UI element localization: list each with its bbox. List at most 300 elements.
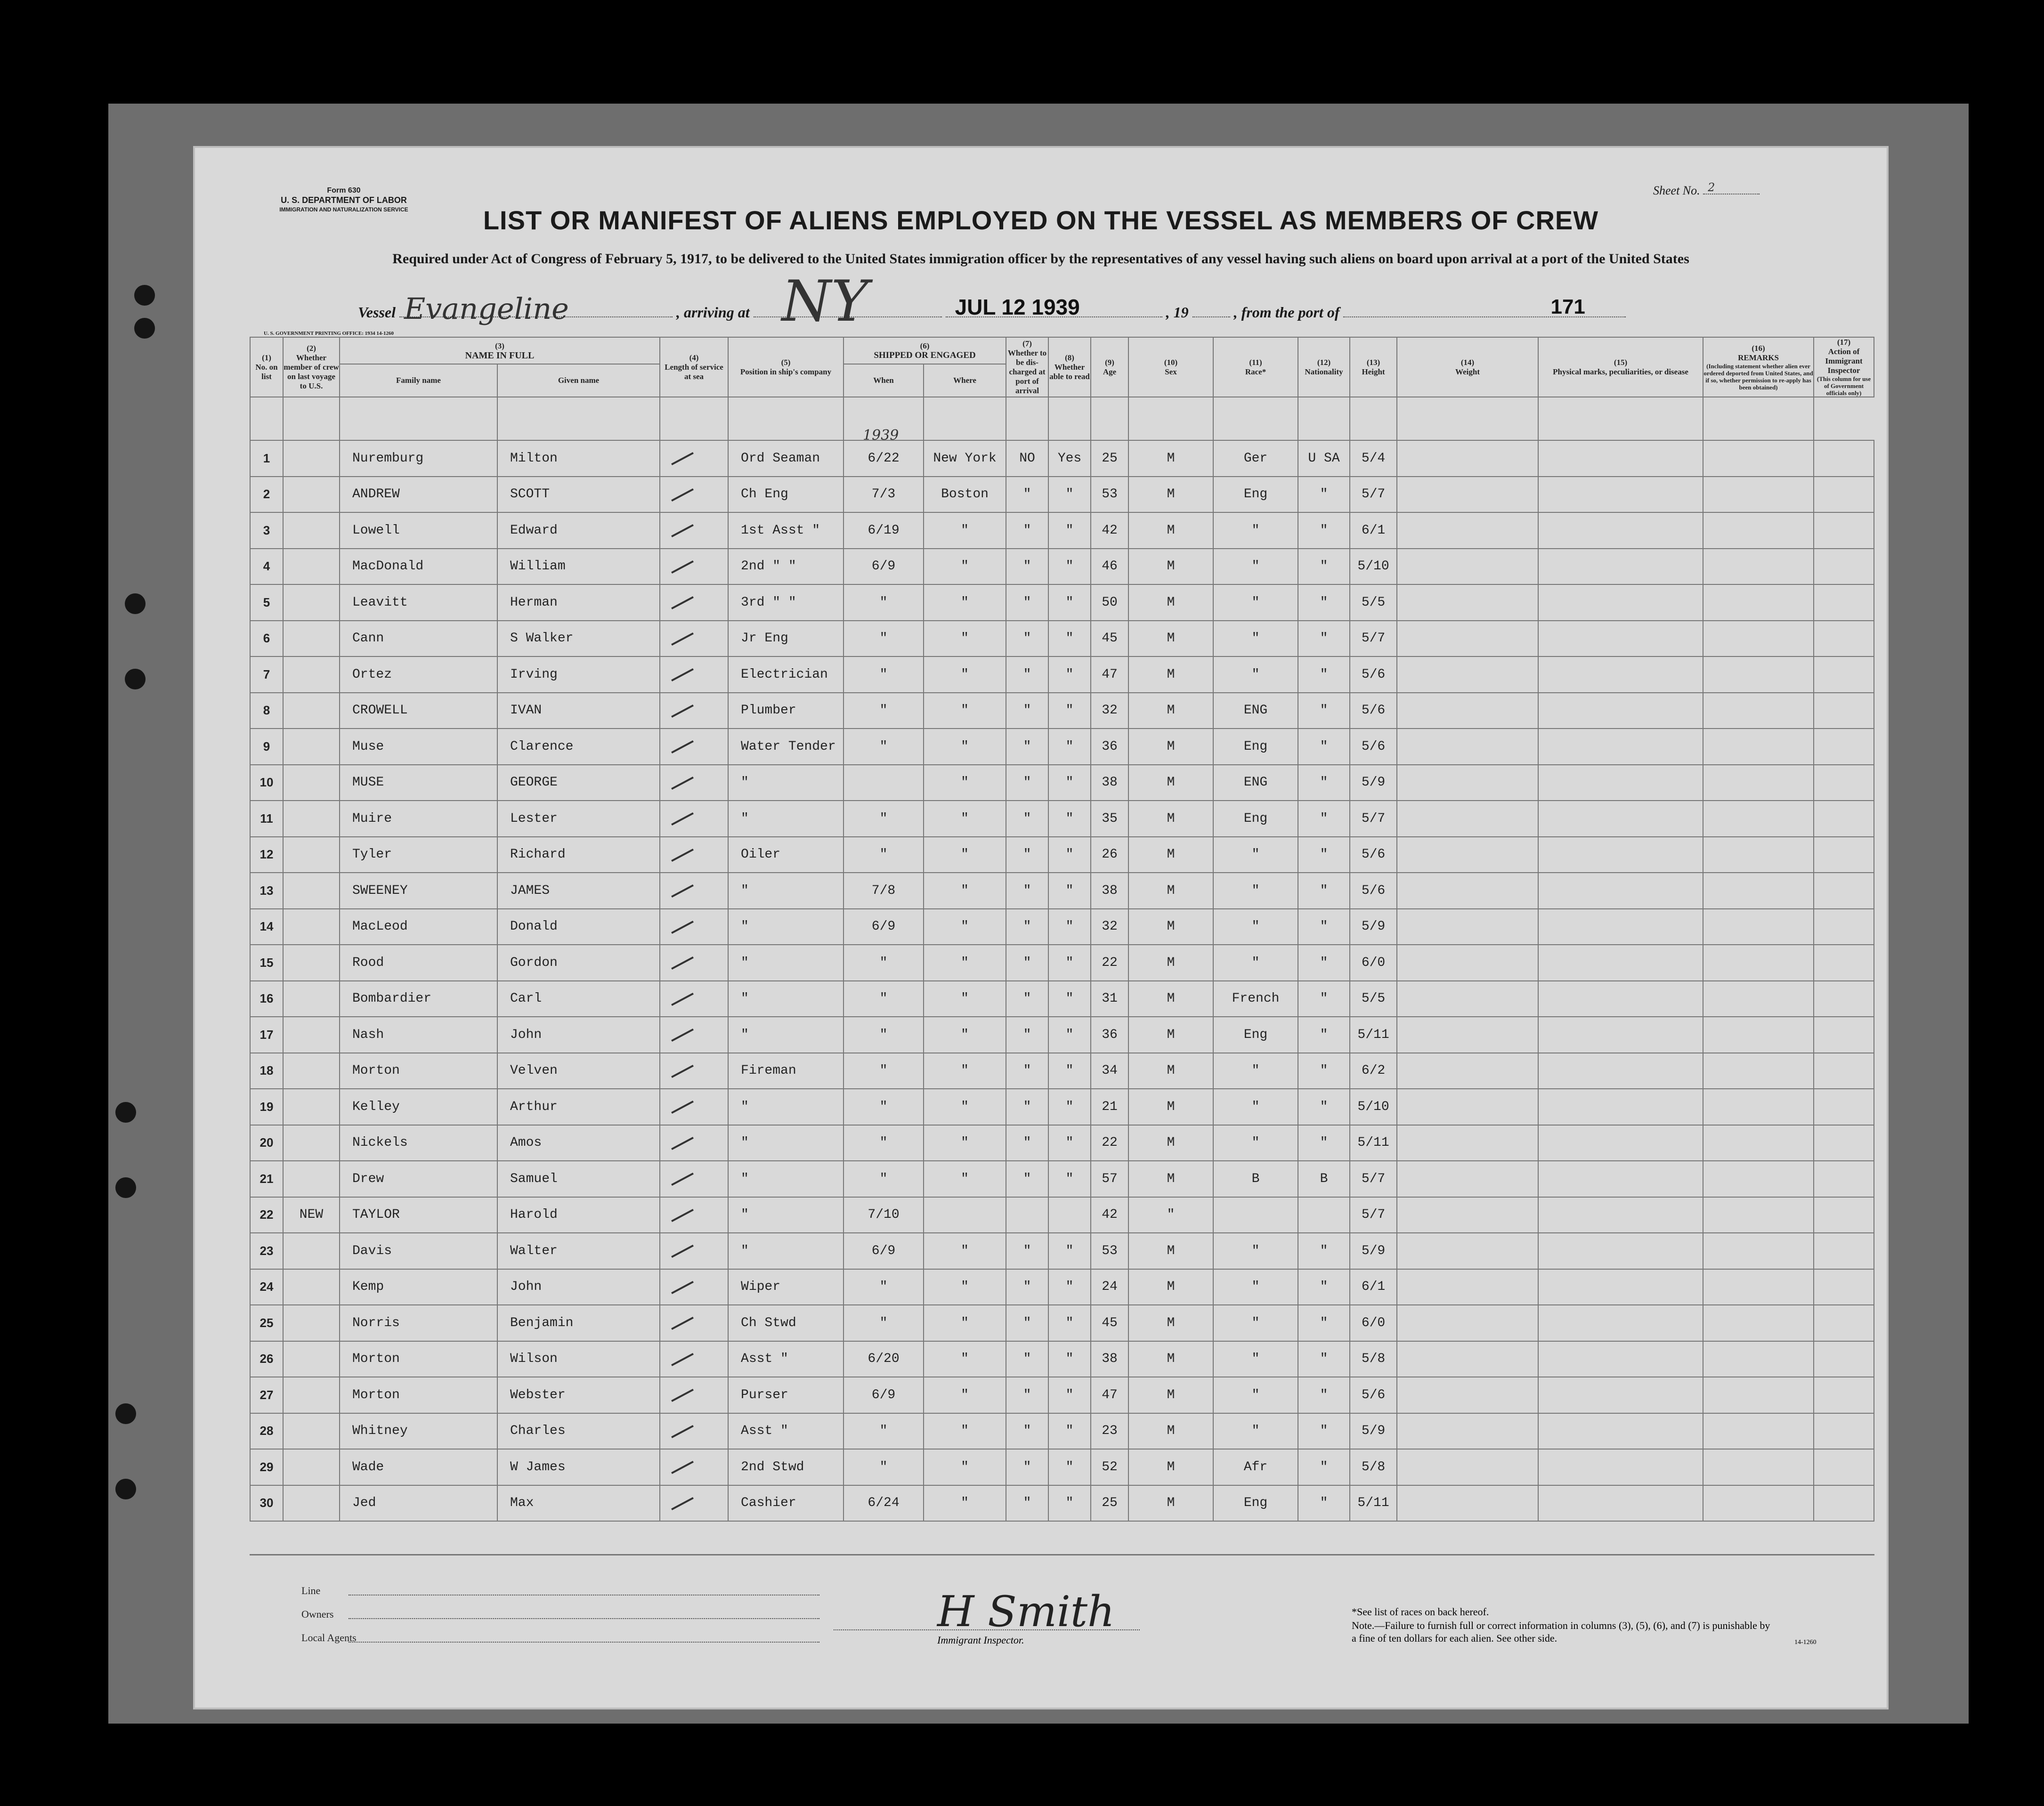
- where-cell: New York: [924, 440, 1006, 477]
- service-cell: [660, 1305, 728, 1341]
- nationality-cell: ": [1298, 1449, 1350, 1485]
- discharged-cell: ": [1006, 801, 1048, 837]
- age-cell: 31: [1091, 981, 1128, 1017]
- vessel-label: Vessel: [358, 304, 396, 321]
- last-voyage-cell: NEW: [283, 1197, 340, 1233]
- read-cell: ": [1048, 549, 1091, 585]
- given-name-cell: Edward: [497, 512, 660, 549]
- race-cell: ": [1213, 656, 1298, 693]
- where-cell: ": [924, 656, 1006, 693]
- weight-cell: [1397, 1377, 1538, 1413]
- service-cell: [660, 981, 728, 1017]
- remarks-cell: [1703, 945, 1814, 981]
- service-cell: [660, 945, 728, 981]
- last-voyage-cell: [283, 981, 340, 1017]
- discharged-cell: ": [1006, 909, 1048, 945]
- age-cell: 22: [1091, 1125, 1128, 1161]
- age-cell: 35: [1091, 801, 1128, 837]
- tick-mark: [671, 705, 694, 718]
- weight-cell: [1397, 440, 1538, 477]
- last-voyage-cell: [283, 801, 340, 837]
- service-cell: [660, 440, 728, 477]
- height-cell: 5/7: [1350, 801, 1397, 837]
- printer-note: U. S. GOVERNMENT PRINTING OFFICE: 1934 14-1260: [264, 331, 394, 336]
- physical-marks-cell: [1538, 584, 1703, 621]
- last-voyage-cell: [283, 1125, 340, 1161]
- weight-cell: [1397, 1233, 1538, 1269]
- remarks-cell: [1703, 981, 1814, 1017]
- when-cell: ": [844, 729, 924, 765]
- read-cell: Yes: [1048, 440, 1091, 477]
- inspector-action-cell: [1814, 1341, 1874, 1377]
- read-cell: ": [1048, 656, 1091, 693]
- nationality-cell: ": [1298, 837, 1350, 873]
- table-row: [250, 945, 1874, 981]
- weight-cell: [1397, 837, 1538, 873]
- when-cell: ": [844, 1125, 924, 1161]
- remarks-cell: [1703, 1413, 1814, 1450]
- sex-cell: ": [1128, 1197, 1213, 1233]
- position-cell: ": [728, 1161, 844, 1197]
- height-cell: 5/10: [1350, 549, 1397, 585]
- tick-mark: [671, 884, 694, 898]
- family-name-cell: Tyler: [340, 837, 497, 873]
- tick-mark: [671, 1317, 694, 1330]
- nationality-cell: ": [1298, 765, 1350, 801]
- table-row: [250, 693, 1874, 729]
- age-cell: 21: [1091, 1089, 1128, 1125]
- service-cell: [660, 801, 728, 837]
- weight-cell: [1397, 621, 1538, 657]
- where-cell: ": [924, 1377, 1006, 1413]
- inspector-action-cell: [1814, 801, 1874, 837]
- service: IMMIGRATION AND NATURALIZATION SERVICE: [279, 206, 408, 213]
- physical-marks-cell: [1538, 945, 1703, 981]
- position-cell: ": [728, 801, 844, 837]
- physical-marks-cell: [1538, 873, 1703, 909]
- manifest-sheet: [193, 146, 1889, 1709]
- inspector-action-cell: [1814, 621, 1874, 657]
- discharged-cell: ": [1006, 1053, 1048, 1089]
- row-number: 16: [250, 981, 283, 1017]
- nationality-cell: ": [1298, 1377, 1350, 1413]
- race-cell: ": [1213, 621, 1298, 657]
- when-cell: ": [844, 801, 924, 837]
- position-cell: Wiper: [728, 1269, 844, 1305]
- service-cell: [660, 909, 728, 945]
- height-cell: 5/7: [1350, 621, 1397, 657]
- sex-cell: M: [1128, 945, 1213, 981]
- position-cell: Purser: [728, 1377, 844, 1413]
- nationality-cell: ": [1298, 549, 1350, 585]
- from-port-dots: [1343, 295, 1626, 318]
- discharged-cell: ": [1006, 729, 1048, 765]
- weight-cell: [1397, 873, 1538, 909]
- binder-hole: [134, 285, 155, 306]
- discharged-cell: ": [1006, 693, 1048, 729]
- position-cell: ": [728, 873, 844, 909]
- form-number: Form 630: [327, 186, 361, 194]
- binder-hole: [115, 1177, 136, 1198]
- where-cell: ": [924, 1233, 1006, 1269]
- age-cell: 42: [1091, 1197, 1128, 1233]
- discharged-cell: ": [1006, 477, 1048, 513]
- row-number: 22: [250, 1197, 283, 1233]
- last-voyage-cell: [283, 477, 340, 513]
- physical-marks-cell: [1538, 765, 1703, 801]
- service-cell: [660, 1233, 728, 1269]
- last-voyage-cell: [283, 693, 340, 729]
- page-subtitle: Required under Act of Congress of February 5, 1917, to be delivered to the United States immigration officer by the representatives of any vessel having such aliens on board upon arrival at a port of the United States: [392, 251, 1689, 267]
- weight-cell: [1397, 909, 1538, 945]
- position-cell: ": [728, 909, 844, 945]
- physical-marks-cell: [1538, 837, 1703, 873]
- last-voyage-cell: [283, 512, 340, 549]
- inspector-action-cell: [1814, 1125, 1874, 1161]
- table-row: [250, 729, 1874, 765]
- given-name-cell: JAMES: [497, 873, 660, 909]
- inspector-action-cell: [1814, 1305, 1874, 1341]
- inspector-action-cell: [1814, 1233, 1874, 1269]
- when-cell: 6/20: [844, 1341, 924, 1377]
- sex-cell: M: [1128, 837, 1213, 873]
- where-cell: ": [924, 765, 1006, 801]
- table-row: [250, 440, 1874, 477]
- height-cell: 5/6: [1350, 837, 1397, 873]
- last-voyage-cell: [283, 1269, 340, 1305]
- weight-cell: [1397, 945, 1538, 981]
- row-number: 20: [250, 1125, 283, 1161]
- sex-cell: M: [1128, 1233, 1213, 1269]
- position-cell: Cashier: [728, 1485, 844, 1522]
- where-cell: ": [924, 1017, 1006, 1053]
- inspector-action-cell: [1814, 909, 1874, 945]
- nationality-cell: ": [1298, 621, 1350, 657]
- remarks-cell: [1703, 801, 1814, 837]
- nationality-cell: ": [1298, 1413, 1350, 1450]
- race-cell: B: [1213, 1161, 1298, 1197]
- family-name-cell: Jed: [340, 1485, 497, 1522]
- service-cell: [660, 1377, 728, 1413]
- signature-line: [834, 1629, 1140, 1630]
- given-name-cell: Max: [497, 1485, 660, 1522]
- weight-cell: [1397, 477, 1538, 513]
- remarks-cell: [1703, 873, 1814, 909]
- given-name-cell: Webster: [497, 1377, 660, 1413]
- physical-marks-cell: [1538, 1377, 1703, 1413]
- tick-mark: [671, 1101, 694, 1114]
- where-cell: ": [924, 1449, 1006, 1485]
- table-row: [250, 1197, 1874, 1233]
- weight-cell: [1397, 981, 1538, 1017]
- last-voyage-cell: [283, 1233, 340, 1269]
- table-row: [250, 801, 1874, 837]
- sex-cell: M: [1128, 981, 1213, 1017]
- read-cell: [1048, 1197, 1091, 1233]
- family-name-cell: Davis: [340, 1233, 497, 1269]
- col-race: (11) Race*: [1213, 337, 1298, 397]
- service-cell: [660, 1341, 728, 1377]
- service-cell: [660, 1017, 728, 1053]
- col-number: (1) No. on list: [250, 337, 283, 397]
- age-cell: 47: [1091, 656, 1128, 693]
- nationality-cell: ": [1298, 584, 1350, 621]
- position-cell: ": [728, 1017, 844, 1053]
- when-cell: 6/9: [844, 1233, 924, 1269]
- discharged-cell: ": [1006, 1341, 1048, 1377]
- height-cell: 5/9: [1350, 1413, 1397, 1450]
- discharged-cell: ": [1006, 1377, 1048, 1413]
- physical-marks-cell: [1538, 512, 1703, 549]
- physical-marks-cell: [1538, 693, 1703, 729]
- where-cell: ": [924, 945, 1006, 981]
- tick-mark: [671, 596, 694, 609]
- race-cell: Eng: [1213, 729, 1298, 765]
- physical-marks-cell: [1538, 1449, 1703, 1485]
- binder-hole: [134, 318, 155, 339]
- physical-marks-cell: [1538, 1305, 1703, 1341]
- service-cell: [660, 1269, 728, 1305]
- given-name-cell: John: [497, 1269, 660, 1305]
- col-shipped: (6) SHIPPED OR ENGAGED: [844, 337, 1006, 364]
- col-nationality: (12) Nationality: [1298, 337, 1350, 397]
- nationality-cell: ": [1298, 909, 1350, 945]
- read-cell: ": [1048, 1413, 1091, 1450]
- sex-cell: M: [1128, 477, 1213, 513]
- remarks-cell: [1703, 1341, 1814, 1377]
- when-cell: 6/24: [844, 1485, 924, 1522]
- table-row: [250, 837, 1874, 873]
- inspector-action-cell: [1814, 1269, 1874, 1305]
- age-cell: 45: [1091, 1305, 1128, 1341]
- last-voyage-cell: [283, 1161, 340, 1197]
- position-cell: ": [728, 1233, 844, 1269]
- read-cell: ": [1048, 981, 1091, 1017]
- nationality-cell: ": [1298, 1017, 1350, 1053]
- read-cell: ": [1048, 1305, 1091, 1341]
- inspector-action-cell: [1814, 1089, 1874, 1125]
- read-cell: ": [1048, 1377, 1091, 1413]
- sex-cell: M: [1128, 1341, 1213, 1377]
- inspector-action-cell: [1814, 1485, 1874, 1522]
- nationality-cell: ": [1298, 477, 1350, 513]
- tick-mark: [671, 488, 694, 502]
- weight-cell: [1397, 1269, 1538, 1305]
- read-cell: ": [1048, 1485, 1091, 1522]
- row-number: 9: [250, 729, 283, 765]
- height-cell: 5/11: [1350, 1485, 1397, 1522]
- age-cell: 53: [1091, 1233, 1128, 1269]
- discharged-cell: ": [1006, 1413, 1048, 1450]
- service-cell: [660, 1197, 728, 1233]
- family-name-cell: Morton: [340, 1377, 497, 1413]
- race-cell: ": [1213, 549, 1298, 585]
- age-cell: 46: [1091, 549, 1128, 585]
- read-cell: ": [1048, 512, 1091, 549]
- row-number: 25: [250, 1305, 283, 1341]
- discharged-cell: ": [1006, 1161, 1048, 1197]
- weight-cell: [1397, 693, 1538, 729]
- when-cell: ": [844, 945, 924, 981]
- given-name-cell: SCOTT: [497, 477, 660, 513]
- age-cell: 32: [1091, 909, 1128, 945]
- date-dots: [946, 295, 1162, 319]
- inspector-action-cell: [1814, 477, 1874, 513]
- read-cell: ": [1048, 801, 1091, 837]
- table-row: [250, 1089, 1874, 1125]
- row-number: 7: [250, 656, 283, 693]
- service-cell: [660, 765, 728, 801]
- given-name-cell: Walter: [497, 1233, 660, 1269]
- family-name-cell: MacLeod: [340, 909, 497, 945]
- last-voyage-cell: [283, 729, 340, 765]
- race-cell: ": [1213, 512, 1298, 549]
- arriving-port: NY: [781, 269, 868, 334]
- remarks-cell: [1703, 477, 1814, 513]
- physical-marks-cell: [1538, 1269, 1703, 1305]
- weight-cell: [1397, 656, 1538, 693]
- col-service: (4) Length of service at sea: [660, 337, 728, 397]
- discharged-cell: ": [1006, 837, 1048, 873]
- physical-marks-cell: [1538, 1053, 1703, 1089]
- inspector-action-cell: [1814, 729, 1874, 765]
- race-note: *See list of races on back hereof.: [1352, 1606, 1489, 1618]
- inspector-action-cell: [1814, 981, 1874, 1017]
- discharged-cell: ": [1006, 765, 1048, 801]
- where-cell: ": [924, 512, 1006, 549]
- height-cell: 6/1: [1350, 1269, 1397, 1305]
- table-row: [250, 549, 1874, 585]
- remarks-cell: [1703, 837, 1814, 873]
- discharged-cell: ": [1006, 945, 1048, 981]
- race-cell: Eng: [1213, 1017, 1298, 1053]
- sex-cell: M: [1128, 1269, 1213, 1305]
- tick-mark: [671, 1497, 694, 1510]
- given-name-cell: Amos: [497, 1125, 660, 1161]
- row-number: 13: [250, 873, 283, 909]
- discharged-cell: ": [1006, 549, 1048, 585]
- row-number: 29: [250, 1449, 283, 1485]
- where-cell: ": [924, 1125, 1006, 1161]
- given-name-cell: GEORGE: [497, 765, 660, 801]
- sex-cell: M: [1128, 693, 1213, 729]
- binder-hole: [115, 1102, 136, 1123]
- where-cell: [924, 1197, 1006, 1233]
- height-cell: 5/10: [1350, 1089, 1397, 1125]
- read-cell: ": [1048, 1341, 1091, 1377]
- when-cell: ": [844, 1449, 924, 1485]
- sheet-value: 2: [1708, 181, 1715, 194]
- height-cell: 6/0: [1350, 1305, 1397, 1341]
- tick-mark: [671, 1209, 694, 1222]
- department: U. S. DEPARTMENT OF LABOR: [281, 195, 407, 205]
- col-weight: (14) Weight: [1397, 337, 1538, 397]
- discharged-cell: ": [1006, 621, 1048, 657]
- physical-marks-cell: [1538, 1161, 1703, 1197]
- sex-cell: M: [1128, 584, 1213, 621]
- height-cell: 5/8: [1350, 1449, 1397, 1485]
- family-name-cell: TAYLOR: [340, 1197, 497, 1233]
- inspector-action-cell: [1814, 656, 1874, 693]
- sex-cell: M: [1128, 1161, 1213, 1197]
- when-cell: 6/22: [844, 440, 924, 477]
- row-number: 4: [250, 549, 283, 585]
- age-cell: 47: [1091, 1377, 1128, 1413]
- where-cell: ": [924, 1161, 1006, 1197]
- when-cell: ": [844, 584, 924, 621]
- last-voyage-cell: [283, 945, 340, 981]
- given-name-cell: Arthur: [497, 1089, 660, 1125]
- remarks-cell: [1703, 693, 1814, 729]
- age-cell: 32: [1091, 693, 1128, 729]
- col-height: (13) Height: [1350, 337, 1397, 397]
- height-cell: 5/6: [1350, 873, 1397, 909]
- inspector-action-cell: [1814, 584, 1874, 621]
- row-number: 8: [250, 693, 283, 729]
- read-cell: ": [1048, 1449, 1091, 1485]
- family-name-cell: Kemp: [340, 1269, 497, 1305]
- physical-marks-cell: [1538, 1197, 1703, 1233]
- height-cell: 5/5: [1350, 981, 1397, 1017]
- line-label: Line: [301, 1585, 321, 1596]
- col-where: Where: [924, 364, 1006, 397]
- footer-divider: [250, 1554, 1874, 1555]
- table-row: [250, 873, 1874, 909]
- where-cell: ": [924, 584, 1006, 621]
- race-cell: ": [1213, 1233, 1298, 1269]
- sex-cell: M: [1128, 1017, 1213, 1053]
- height-cell: 5/7: [1350, 477, 1397, 513]
- physical-marks-cell: [1538, 1413, 1703, 1450]
- read-cell: ": [1048, 584, 1091, 621]
- row-number: 30: [250, 1485, 283, 1522]
- inspector-action-cell: [1814, 1377, 1874, 1413]
- read-cell: ": [1048, 621, 1091, 657]
- given-name-cell: Herman: [497, 584, 660, 621]
- age-cell: 53: [1091, 477, 1128, 513]
- age-cell: 22: [1091, 945, 1128, 981]
- inspector-action-cell: [1814, 1161, 1874, 1197]
- last-voyage-cell: [283, 1341, 340, 1377]
- inspector-label: Immigrant Inspector.: [937, 1634, 1024, 1646]
- row-number: 28: [250, 1413, 283, 1450]
- nationality-cell: ": [1298, 1233, 1350, 1269]
- service-cell: [660, 621, 728, 657]
- position-cell: 2nd " ": [728, 549, 844, 585]
- service-cell: [660, 693, 728, 729]
- physical-marks-cell: [1538, 981, 1703, 1017]
- position-cell: 1st Asst ": [728, 512, 844, 549]
- vessel-name: Evangeline: [404, 292, 569, 326]
- read-cell: ": [1048, 1053, 1091, 1089]
- given-name-cell: Wilson: [497, 1341, 660, 1377]
- height-cell: 5/5: [1350, 584, 1397, 621]
- family-name-cell: Bombardier: [340, 981, 497, 1017]
- age-cell: 34: [1091, 1053, 1128, 1089]
- remarks-cell: [1703, 729, 1814, 765]
- position-cell: Electrician: [728, 656, 844, 693]
- read-cell: ": [1048, 909, 1091, 945]
- remarks-cell: [1703, 765, 1814, 801]
- weight-cell: [1397, 1449, 1538, 1485]
- service-cell: [660, 1449, 728, 1485]
- physical-marks-cell: [1538, 729, 1703, 765]
- agents-dots: [349, 1642, 819, 1643]
- family-name-cell: Morton: [340, 1053, 497, 1089]
- family-name-cell: Norris: [340, 1305, 497, 1341]
- tick-mark: [671, 452, 694, 465]
- given-name-cell: Lester: [497, 801, 660, 837]
